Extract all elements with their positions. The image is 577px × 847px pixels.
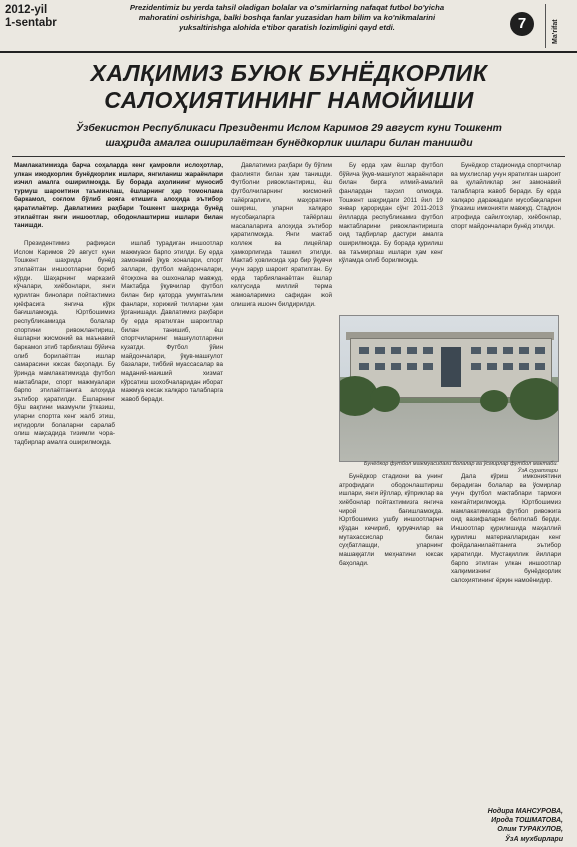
section-tab: [545, 4, 572, 48]
author-3: Олим ТУРАКУЛОВ,: [497, 826, 563, 834]
motto-line-1: Prezidentimiz bu yerda tahsil oladigan bolalar va o'smirlarning nafaqat futbol bo'yicha: [129, 3, 445, 12]
column-4b-text: Бунёдкор стадиони ва унинг атрофидаги ободонлаштириш ишлари, янги йўллар, кўприклар ва хиёбонлар пойтахтимизга янгича чирой бағишламоқда. Юртбошимиз ушбу иншоотларни кўздан кечириб, қурувчилар ва мутахассислар билан суҳбатлашди, уларнинг машаққатли меҳнатини юксак баҳолади.: [339, 473, 443, 567]
column-1: [14, 240, 115, 840]
column-5-text: Бунёдкор стадионида спортчилар ва мухлислар учун яратилган шароит ва қулайликлар энг замонавий талабларга жавоб беради. Бу ерда халқаро даражадаги мусобақаларни ўтказиш имконияти мавжуд. Стадион атрофида сайилгоҳлар, хиёбонлар, спорт майдончалари бунёд этилди.: [451, 162, 561, 230]
article-headline: [14, 60, 564, 114]
headline-line-2: САЛОҲИЯТИНИНГ НАМОЙИШИ: [104, 87, 474, 113]
column-2: [121, 240, 223, 840]
author-2: Ирода ТОШМАТОВА,: [491, 817, 563, 825]
column-4-text: Бу ерда ҳам ёшлар футбол бўйича ўқув-машғулот жараёнлари билан бирга илмий-амалий фанлардан таҳсил олмоқда. Тошкент шаҳридаги 2011 йил 19 январ қароридан сўнг 2011-2013 йилларда республикамиз футбол мактабларини ривожлантиришга оид тадбирлар дастури амалга оширилмоқда. Бу борада қурилиш ва таъмирлаш ишлари ҳам кенг кўламда олиб борилмоқда.: [339, 162, 443, 265]
column-3-text: Давлатимиз раҳбари бу бўлим фаолияти билан ҳам танишди. Футболни ривожлантириш, ёш футболчиларнинг жисмоний тайёргарлиги, маҳоратини ошириш, уларни халқаро мусобақаларга тайёрлаш масалаларига алоҳида эътибор қаратилмоқда. Янги мактаб коллеж ва лицейлар ҳамкорлигида ташкил этилди. Мактаб ҳовлисида ҳар бир ўқувчи учун зарур шароит яратилган. Бу ерда тарбияланаётган ёшлар келгусида миллий терма жамоаларимиз сафидан жой олишига ишонч билдирилди.: [231, 162, 332, 308]
photo-credit: ЎзА суратлари: [517, 468, 558, 474]
divider: [12, 156, 565, 157]
article-intro: Мамлакатимизда барча соҳаларда кенг қамровли ислоҳотлар, улкан ижодкорлик бунёдкорлик ишлари, янгиланиш жараёнлари изчил амалга оширилмоқда. Бу борада аҳолининг муносиб турмуш шароитини таъминлаш, ёшларнинг ҳар томонлама баркамол, соғлом бўлиб вояга етишига алоҳида эътибор қаратилаётир. Давлатимиз раҳбари Тошкент шаҳрида бунёд этилаётган янги иншоотлар, ободонлаштириш ишлари билан танишди.: [14, 162, 223, 230]
page-header: [0, 0, 577, 53]
column-4-top: [339, 162, 443, 312]
deck-line-1: Ўзбекистон Республикаси Президенти Ислом Каримов 29 август куни Тошкент: [76, 123, 502, 134]
author-1: Нодира МАНСУРОВА,: [487, 808, 563, 815]
article-photo: [339, 315, 559, 462]
author-role: ЎзА мухбирлари: [505, 835, 563, 843]
column-2-text: ишлаб турадиган иншоотлар мажмуаси барпо этилди. Бу ерда замонавий ўқув хоналари, спорт заллари, футбол майдончалари, ётоқхона ва ошхоналар мавжуд. Мактабда ўқувчилар футбол билан бир қаторда умумтаълим фанлари, хорижий тилларни ҳам ўрганишади. Давлатимиз раҳбари бу ерда яратилган шароитлар билан танишиб, ёш спортчиларнинг машғулотларини кузатди. Футбол ўйин майдончалари, ўқув-машғулот базалари, тиббий муассасалар ва маданий-маиший хизмат кўрсатиш шохобчаларидан иборат мажмуа юксак халқаро талабларга жавоб беради.: [121, 240, 223, 403]
column-1-text: Президентимиз рафиқаси Ислом Каримов 29 август куни Тошкент шаҳрида бунёд этилаётган иншоотларни бориб кўрди. Шаҳарнинг марказий кўчалари, хиёбонлари, янги қурилган бинолари пойтахтимиз қиёфасига янгича кўрк бағишламоқда. Юртбошимиз республикамизда болалар спортини ривожлантириш, ёшларни жисмоний ва маънавий баркамол этиб тарбиялаш бўйича олиб борилаётган ишлар самарасини юксак баҳолади. Бу ўринда мамлакатимизда футбол мактаблари, спорт мажмуалари барпо этилаётганига алоҳида эътибор қаратилди. Ёшларнинг бўш вақтини мазмунли ўтказиш, уларни спортга кенг жалб этиш, иқтидорли болаларни саралаб олиш мақсадида тизимли чора-тадбирлар амалга оширилмоқда.: [14, 240, 115, 447]
motto-line-3: yuksaltirishga alohida e'tibor qaratish lozimligini qayd etdi.: [179, 23, 395, 32]
article-deck: [28, 122, 550, 151]
column-5-top: [451, 162, 561, 312]
issue-day: 1-sentabr: [5, 17, 57, 29]
page-number: 7: [510, 12, 534, 36]
headline-line-1: ХАЛҚИМИЗ БУЮК БУНЁДКОРЛИК: [90, 60, 488, 86]
column-4-bottom: [339, 473, 443, 843]
column-5-bottom: [451, 473, 561, 803]
section-label: Ma'rifat: [552, 19, 559, 44]
photo-caption-text: Бунёдкор футбол мажмуасидаги болалар ва ўсмирлар футбол мактаби.: [363, 461, 558, 467]
header-motto: [72, 3, 502, 33]
deck-line-2: шаҳрида амалга оширилаётган бунёдкорлик ишлари билан танишди: [105, 137, 473, 149]
motto-line-2: mahoratini oshirishga, balki boshqa fanlar yuzasidan ham bilim va ko'nikmalarini: [138, 13, 436, 22]
column-3: [231, 162, 332, 842]
column-5b-text: Дала кўриш имкониятини берадиган болалар ва ўсмирлар учун футбол мактаблари тармоғи кенгайтирилмоқда. Юртбошимиз мамлакатимизда футбол ривожига оид вазифаларни белгилаб берди. Иншоотлар қурилишида маҳаллий қурилиш материалларидан кенг фойдаланилаётганига эътибор қаратилди. Мустақиллик йиллари барпо этилган улкан иншоотлар халқимизнинг бунёдкорлик салоҳиятининг ёрқин намоёнидир.: [451, 473, 561, 584]
issue-date: [5, 4, 63, 30]
issue-year: 2012-yil: [5, 4, 48, 16]
photo-caption: [339, 461, 558, 475]
authors-signature: [448, 807, 563, 844]
